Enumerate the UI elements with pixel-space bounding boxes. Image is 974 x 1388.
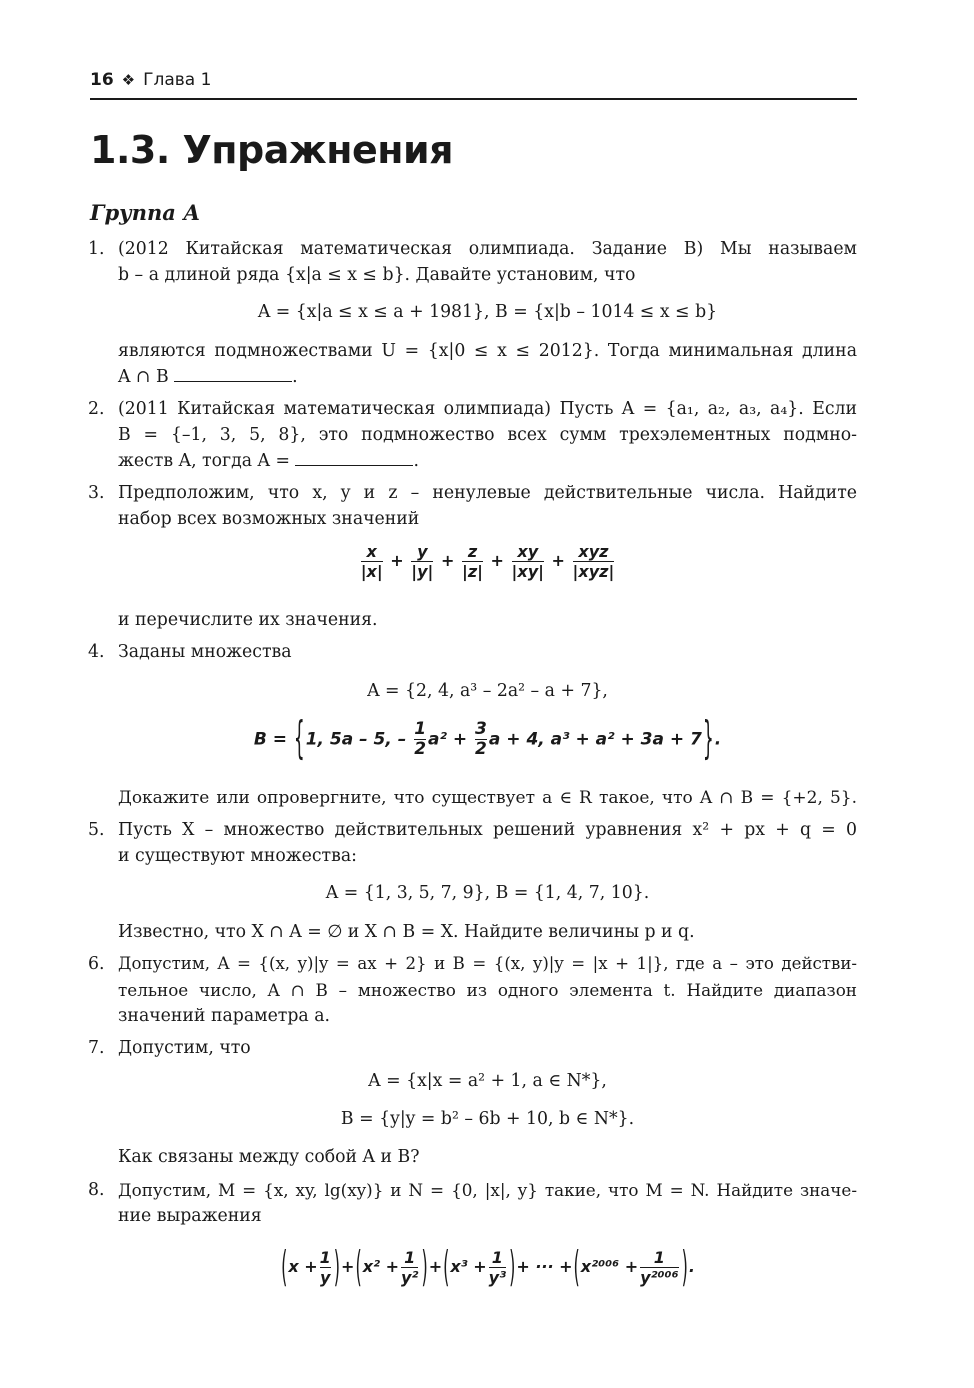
chapter-label: Глава 1 xyxy=(143,70,212,90)
problem-number: 1. xyxy=(88,239,105,259)
numerator: 3 xyxy=(475,719,487,739)
denominator: |xy| xyxy=(511,562,544,581)
formula-inline: A ∩ B xyxy=(118,367,169,387)
formula-set-b xyxy=(118,713,857,766)
problem-text: жеств A, тогда A = . xyxy=(118,451,419,471)
left-paren: ( xyxy=(573,1241,580,1291)
denominator: |xyz| xyxy=(572,562,615,581)
left-brace: { xyxy=(293,713,305,766)
term-part: x + xyxy=(288,1257,318,1276)
fraction xyxy=(489,1248,506,1287)
right-paren: ) xyxy=(681,1241,688,1291)
denominator: 2 xyxy=(414,739,427,759)
formula-part: a² + xyxy=(428,729,468,750)
problem-text: Как связаны между собой A и B? xyxy=(118,1147,420,1167)
problem-number: 7. xyxy=(88,1038,105,1058)
problem-text: B = {–1, 3, 5, 8}, это подмножество всех сумм трехэлементных подмно- xyxy=(118,425,857,445)
problem-text: Предположим, что x, y и z – ненулевые действительные числа. Найдите xyxy=(118,483,857,503)
formula-part: . xyxy=(714,729,722,750)
formula: A = {1, 3, 5, 7, 9}, B = {1, 4, 7, 10}. xyxy=(325,883,650,903)
numerator: 1 xyxy=(653,1248,665,1267)
denominator: |y| xyxy=(411,562,434,581)
problem-text: Допустим, что xyxy=(118,1038,251,1058)
problem-number: 3. xyxy=(88,483,105,503)
problem-text: Допустим, A = {(x, y)|y = ax + 2} и B = {(x, y)|y = |x + 1|}, где a – это действи- xyxy=(118,954,857,973)
numerator: 1 xyxy=(414,719,427,739)
fraction xyxy=(414,720,426,759)
formula-part: B = xyxy=(253,729,287,750)
formula-part: a + 4, a³ + a² + 3a + 7 xyxy=(488,729,702,750)
right-paren: ) xyxy=(421,1241,428,1291)
problem-text: и существуют множества: xyxy=(118,846,357,866)
term-part: x²⁰⁰⁶ + xyxy=(580,1257,639,1276)
problem-text: и перечислите их значения. xyxy=(118,610,378,630)
problem-text: Допустим, M = {x, xy, lg(xy)} и N = {0, |x|, y} такие, что M = N. Найдите значе- xyxy=(118,1180,857,1200)
problem-text: Докажите или опровергните, что существует a ∈ R такое, что A ∩ B = {+2, 5}. xyxy=(118,788,857,808)
fraction xyxy=(401,1248,418,1287)
page-number: 16 xyxy=(90,70,114,90)
problem-text: тельное число, A ∩ B – множество из одного элемента t. Найдите диапазон xyxy=(118,980,857,1000)
sum-expression: (x + $\frac{1}{y}$ )+(x² + $\frac{1}{\text{y²}}$ )+(x³ + $\frac{1}{\text{y³}}$ )+ ··· +(x²⁰⁰⁶ + $\frac{1}{\text{y²⁰⁰⁶}}$ ). xyxy=(118,1248,857,1287)
problem-text: (2012 Китайская математическая олимпиада. Задание В) Мы называем xyxy=(118,239,857,259)
section-title: 1.3. Упражнения xyxy=(90,128,453,172)
fraction xyxy=(640,1248,678,1287)
answer-blank xyxy=(174,367,292,382)
numerator: 1 xyxy=(404,1248,416,1267)
problem-number: 2. xyxy=(88,399,105,419)
numerator: z xyxy=(467,542,478,561)
left-paren: ( xyxy=(443,1241,450,1291)
fraction-sum xyxy=(118,542,857,581)
problem-text: Пусть X – множество действительных решений уравнения x² + px + q = 0 xyxy=(118,820,857,840)
fraction xyxy=(320,1248,331,1287)
right-brace: } xyxy=(702,713,714,766)
denominator: y xyxy=(319,1268,331,1287)
numerator: x xyxy=(366,542,377,561)
problem-text: значений параметра a. xyxy=(118,1006,331,1026)
running-header xyxy=(90,70,857,100)
left-paren: ( xyxy=(281,1241,288,1291)
problem-text: набор всех возможных значений xyxy=(118,509,420,529)
problem-text: A ∩ B . xyxy=(118,367,298,387)
problem-text: Заданы множества xyxy=(118,642,292,662)
fraction xyxy=(475,720,487,759)
problem-text: b – a длиной ряда {x|a ≤ x ≤ b}. Давайте установим, что xyxy=(118,265,636,285)
problem-text: ние выражения xyxy=(118,1206,262,1226)
term-part: x³ + xyxy=(450,1257,487,1276)
denominator: y²⁰⁰⁶ xyxy=(640,1268,679,1287)
denominator: |x| xyxy=(360,562,383,581)
plus-sign: + xyxy=(490,551,504,570)
plus-sign: + xyxy=(551,551,565,570)
denominator: y³ xyxy=(488,1268,507,1287)
fraction xyxy=(361,542,383,581)
denominator: |z| xyxy=(461,562,483,581)
problem-text: являются подмножествами U = {x|0 ≤ x ≤ 2012}. Тогда минимальная длина xyxy=(118,341,857,361)
denominator: 2 xyxy=(475,739,487,759)
right-paren: ) xyxy=(333,1241,341,1291)
formula-part: 1, 5a – 5, – xyxy=(305,729,407,750)
numerator: 1 xyxy=(319,1248,331,1267)
fraction xyxy=(411,542,433,581)
ellipsis: + ··· + xyxy=(516,1257,573,1276)
problem-number: 8. xyxy=(88,1180,105,1200)
fraction xyxy=(462,542,483,581)
numerator: y xyxy=(417,542,428,561)
formula: B = {y|y = b² – 6b + 10, b ∈ N*}. xyxy=(340,1109,635,1129)
term-part: x² + xyxy=(362,1257,399,1276)
formula: A = {x|a ≤ x ≤ a + 1981}, B = {x|b – 1014 ≤ x ≤ b} xyxy=(257,302,718,322)
problem-number: 6. xyxy=(88,954,105,974)
group-title: Группа А xyxy=(90,200,201,225)
problem-text: (2011 Китайская математическая олимпиада) Пусть A = {a₁, a₂, a₃, a₄}. Если xyxy=(118,399,857,419)
term-part: . xyxy=(688,1257,695,1276)
answer-blank xyxy=(295,451,413,466)
numerator: xyz xyxy=(578,542,609,561)
problem-text: Известно, что X ∩ A = ∅ и X ∩ B = X. Найдите величины p и q. xyxy=(118,922,695,942)
left-paren: ( xyxy=(355,1241,362,1291)
numerator: 1 xyxy=(491,1248,503,1267)
fraction xyxy=(512,542,544,581)
right-paren: ) xyxy=(509,1241,516,1291)
problem-number: 4. xyxy=(88,642,105,662)
problem-number: 5. xyxy=(88,820,105,840)
ornament-icon: ❖ xyxy=(121,71,136,89)
problem-text-span: жеств A, тогда A = xyxy=(118,451,290,471)
fraction xyxy=(573,542,615,581)
denominator: y² xyxy=(401,1268,419,1287)
plus-sign: + xyxy=(440,551,455,570)
plus-sign: + xyxy=(390,551,404,570)
formula: A = {x|x = a² + 1, a ∈ N*}, xyxy=(368,1071,607,1091)
numerator: xy xyxy=(517,542,539,561)
formula: A = {2, 4, a³ – 2a² – a + 7}, xyxy=(367,681,608,701)
